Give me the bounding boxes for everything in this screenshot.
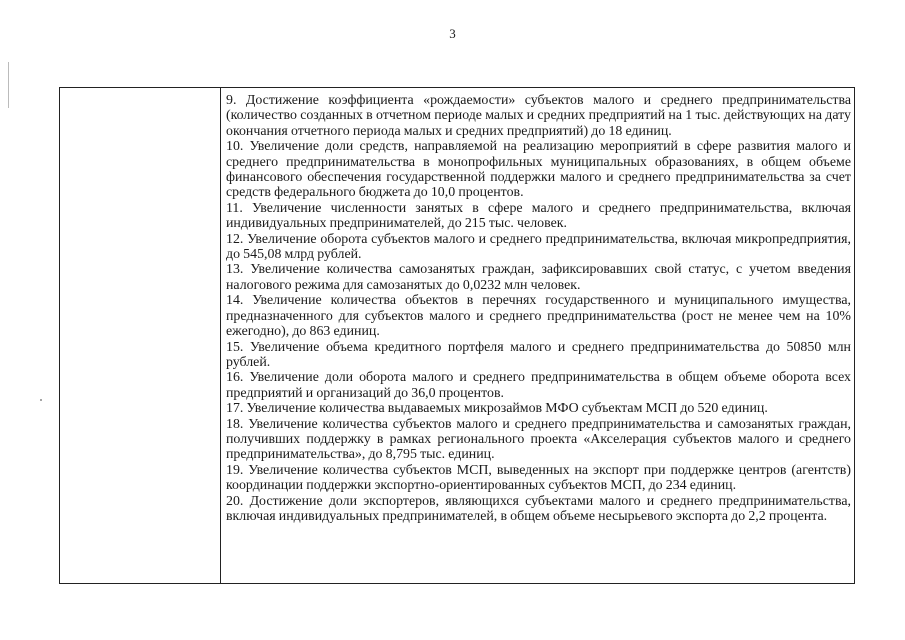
list-item: 11. Увеличение численности занятых в сфере малого и среднего предпринимательства, включая индивидуальных предпринимателей, до 215 тыс. человек. [226, 200, 851, 232]
list-item: 12. Увеличение оборота субъектов малого и среднего предпринимательства, включая микропредприятия, до 545,08 млрд рублей. [226, 231, 851, 263]
content-table [59, 87, 855, 584]
page-number: 3 [449, 26, 456, 41]
list-item: 15. Увеличение объема кредитного портфеля малого и среднего предпринимательства до 50850 млн рублей. [226, 339, 851, 370]
list-item: 17. Увеличение количества выдаваемых микрозаймов МФО субъектам МСП до 520 единиц. [226, 401, 768, 417]
list-item: 9. Достижение коэффициента «рождаемости» субъектов малого и среднего предпринимательства (количество созданных в отчетном периоде малых и средних предприятий на 1 тыс. действующих на дату окончания отчетного периода малых и средних предприятий) до 18 единиц. [226, 93, 851, 139]
list-item: 18. Увеличение количества субъектов малого и среднего предпринимательства и самозанятых граждан, получивших поддержку в рамках регионального проекта «Акселерация субъектов малого и среднего предпринимательства», до 8,795 тыс. единиц. [226, 416, 851, 463]
list-item: 20. Достижение доли экспортеров, являющихся субъектами малого и среднего предпринимательства, включая индивидуальных предпринимателей, в общем объеме несырьевого экспорта до 2,2 процента. [226, 493, 851, 524]
list-item: 10. Увеличение доли средств, направляемой на реализацию мероприятий в сфере развития малого и среднего предпринимательства в монопрофильных муниципальных образованиях, в общем объеме финансового обеспечения государственной поддержки малого и среднего предпринимательства за счет средств федерального бюджета до 10,0 процентов. [226, 139, 851, 201]
list-item: 16. Увеличение доли оборота малого и среднего предпринимательства в общем объеме оборота всех предприятий и организаций до 36,0 процентов. [226, 370, 851, 401]
scan-dot [40, 399, 42, 401]
list-item: 13. Увеличение количества самозанятых граждан, зафиксировавших свой статус, с учетом введения налогового режима для самозанятых до 0,0232 млн человек. [226, 262, 851, 293]
table-right-column [221, 88, 854, 583]
table-left-column [60, 88, 221, 583]
scan-edge-mark [8, 62, 9, 108]
list-item: 19. Увеличение количества субъектов МСП, выведенных на экспорт при поддержке центров (агентств) координации поддержки экспортно-ориентированных субъектов МСП, до 234 единиц. [226, 462, 851, 494]
list-item: 14. Увеличение количества объектов в перечнях государственного и муниципального имущества, предназначенного для субъектов малого и среднего предпринимательства (рост не менее чем на 10% ежегодно), до 863 единиц. [226, 293, 851, 340]
